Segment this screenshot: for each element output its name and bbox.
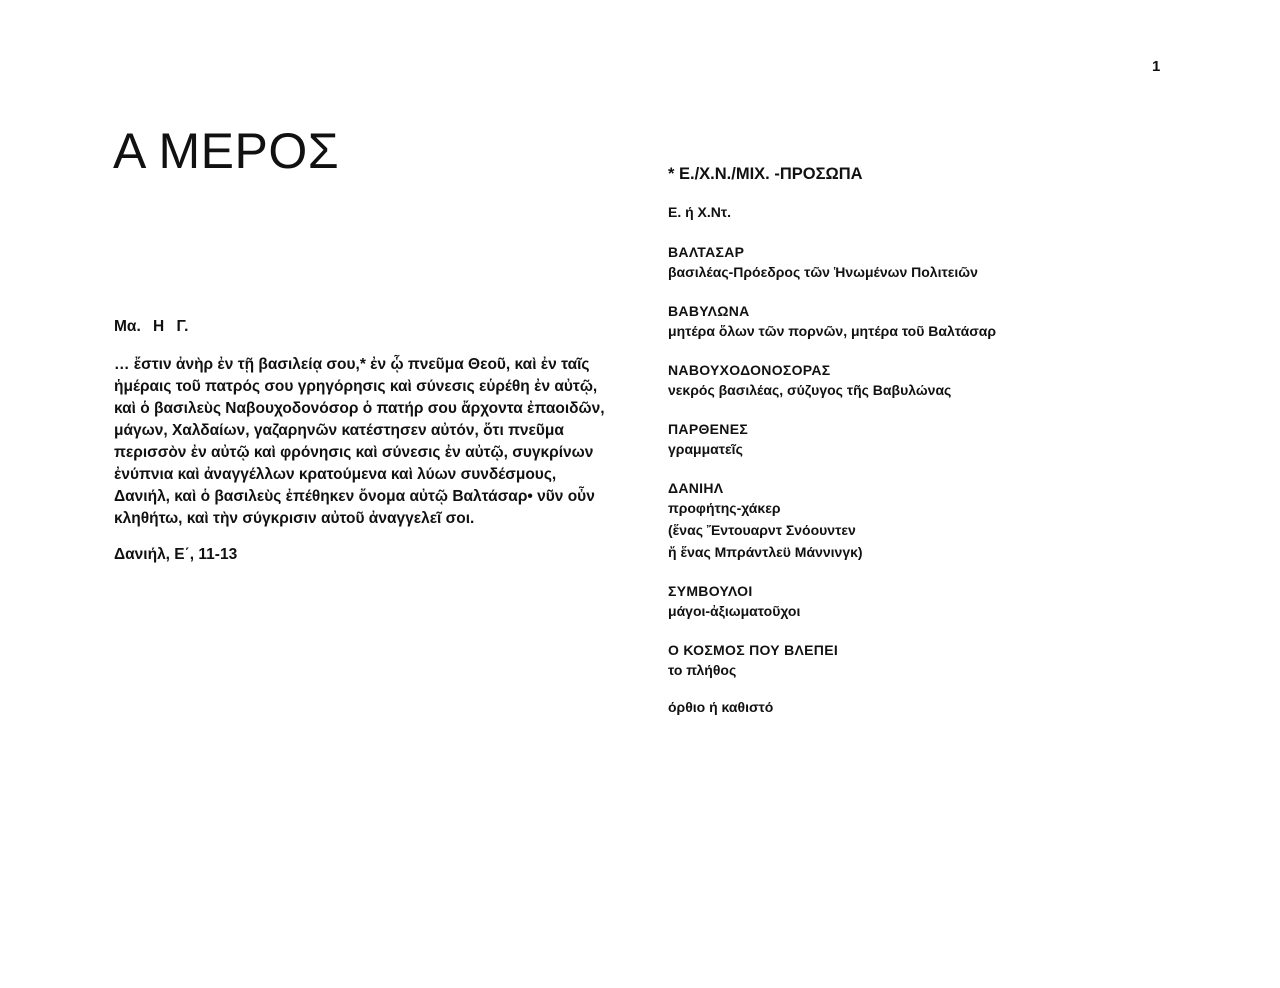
character-name: ΠΑΡΘΕΝΕΣ — [668, 421, 749, 437]
character-vavylona — [668, 301, 1148, 341]
character-name: Ο ΚΟΣΜΟΣ ΠΟΥ ΒΛΕΠΕΙ — [668, 642, 839, 658]
character-navouchodonosoras — [668, 360, 1148, 400]
character-valtasar — [668, 242, 1148, 282]
character-note: ἤ ἕνας Μπράντλεϋ Μάννινγκ) — [668, 544, 863, 560]
character-kosmos — [668, 640, 1148, 680]
character-parthenes — [668, 419, 1148, 459]
character-daniil — [668, 478, 1148, 562]
character-description: νεκρός βασιλέας, σύζυγος τῆς Βαβυλώνας — [668, 382, 952, 398]
character-name: ΒΑΒΥΛΩΝΑ — [668, 303, 750, 319]
epigraph-quote: … ἔστιν ἀνὴρ ἐν τῇ βασιλείᾳ σου,* ἐν ᾧ πνεῦμα Θεοῦ, καὶ ἐν ταῖς ἡμέραις τοῦ πατρός σου γρηγόρησις καὶ σύνεσις εὑρέθη ἐν αὐτῷ, καὶ ὁ βασιλεὺς Ναβουχοδονόσορ ὁ πατήρ σου ἄρχοντα ἐπαοιδῶν, μάγων, Χαλδαίων, γαζαρηνῶν κατέστησεν αὐτόν, ὅτι πνεῦμα περισσὸν ἐν αὐτῷ καὶ φρόνησις καὶ σύνεσις ἐν αὐτῷ, συγκρίνων ἐνύπνια καὶ ἀναγγέλλων κρατούμενα καὶ λύων συνδέσμους, Δανιήλ, καὶ ὁ βασιλεὺς ἐπέθηκεν ὄνομα αὐτῷ Βαλτάσαρ• νῦν οὖν κληθήτω, καὶ τὴν σύγκρισιν αὐτοῦ ἀναγγελεῖ σοι. — [114, 356, 605, 527]
character-name: ΣΥΜΒΟΥΛΟΙ — [668, 583, 753, 599]
staging-note: όρθιο ή καθιστό — [668, 699, 774, 715]
character-description: το πλήθος — [668, 662, 737, 678]
cast-note: Ε. ή Χ.Ντ. — [668, 204, 732, 220]
character-description: μάγοι-ἀξιωματοῦχοι — [668, 603, 801, 619]
character-description: προφήτης-χάκερ — [668, 500, 781, 516]
character-name: ΝΑΒΟΥΧΟΔΟΝΟΣΟΡΑΣ — [668, 362, 831, 378]
epigraph-reference: Μα. Η Γ. — [114, 318, 189, 335]
character-note: (ἕνας Ἔντουαρντ Σνόουντεν — [668, 522, 856, 538]
cast-heading: * Ε./Χ.Ν./ΜΙΧ. -ΠΡΟΣΩΠΑ — [668, 165, 863, 183]
character-symvouloi — [668, 581, 1148, 621]
cast-list — [668, 165, 1148, 715]
part-title: Α ΜΕΡΟΣ — [113, 123, 340, 179]
character-description: γραμματεῖς — [668, 441, 743, 457]
character-name: ΔΑΝΙΗΛ — [668, 480, 724, 496]
character-description: βασιλέας-Πρόεδρος τῶν Ἡνωμένων Πολιτειῶν — [668, 264, 978, 280]
page-number: 1 — [1152, 58, 1161, 75]
epigraph-source: Δανιήλ, Ε΄, 11-13 — [114, 546, 238, 563]
epigraph — [114, 318, 614, 564]
character-name: ΒΑΛΤΑΣΑΡ — [668, 244, 745, 260]
character-description: μητέρα ὅλων τῶν πορνῶν, μητέρα τοῦ Βαλτάσαρ — [668, 323, 997, 339]
